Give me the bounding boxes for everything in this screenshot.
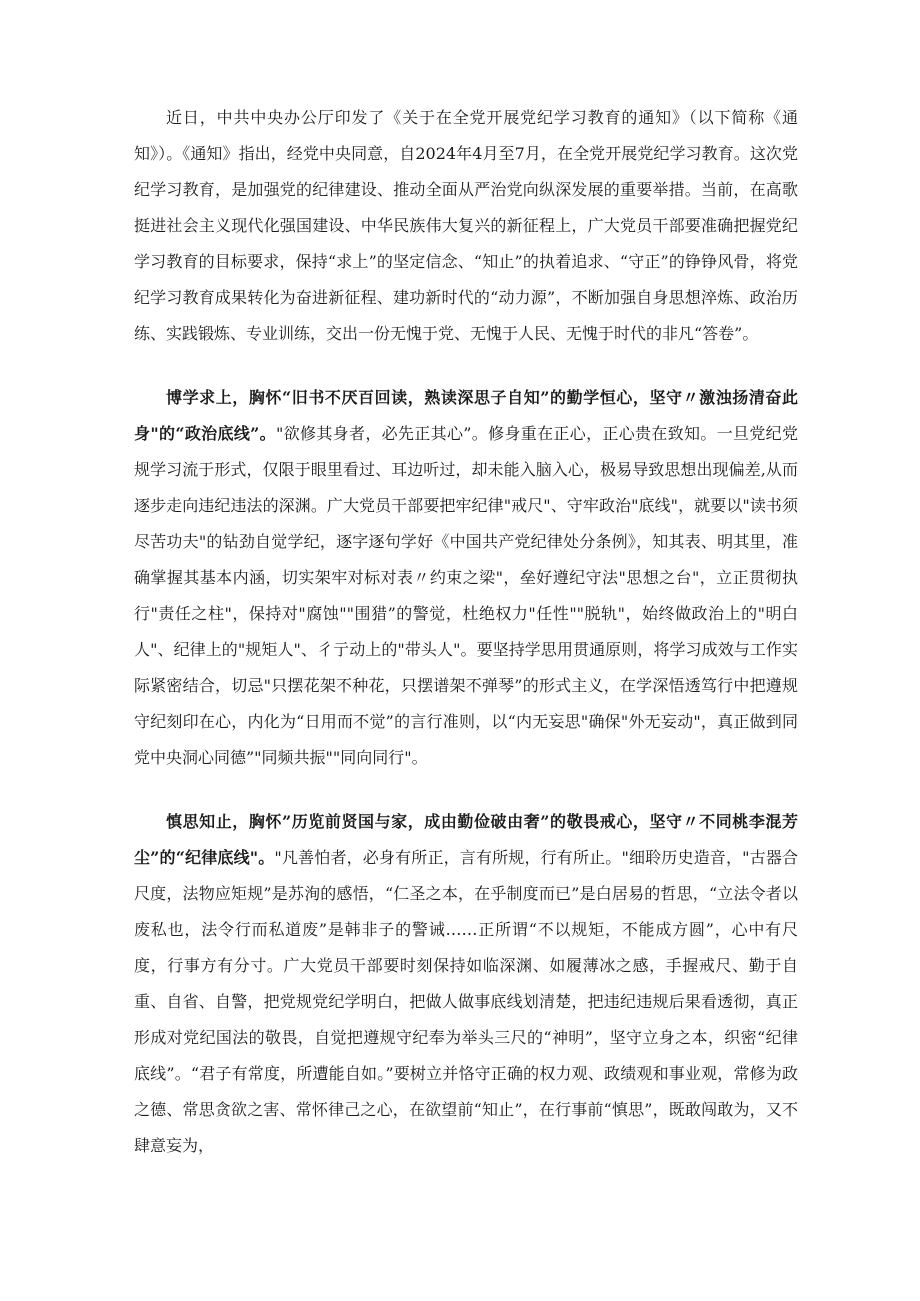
paragraph-boxue-qiushang: [134, 380, 798, 776]
paragraph-intro: [134, 100, 798, 352]
paragraph-text: "凡善怕者，必身有所正，言有所规，行有所止。"细聆历史造音，"古器合尺度，法物应矩规”是苏洵的感悟，“仁圣之本，在乎制度而已”是白居易的哲思，“立法令者以废私也，法令行而私道废”是韩非子的警诫……正所谓“不以规矩，不能成方圆”，心中有尺度，行事方有分寸。广大党员干部要时刻保持如临深渊、如履薄冰之感，手握戒尺、勤于自重、自省、自警，把党规党纪学明白，把做人做事底线划清楚，把违纪违规后果看透彻，真正形成对党纪国法的敬畏，自觉把遵规守纪奉为举头三尺的“神明”，坚守立身之本，织密“纪律底线”。“君子有常度，所遭能自如。”要树立并恪守正确的权力观、政绩观和事业观，常修为政之德、常思贪欲之害、常怀律己之心，在欲望前“知止”，在行事前“慎思”，既敢闯敢为，又不肆意妄为，: [134, 848, 798, 1155]
paragraph-text: "欲修其身者，必先正其心”。修身重在正心，正心贵在致知。一旦党纪党规学习流于形式，仅限于眼里看过、耳边听过，却未能入脑入心，极易导致思想出现偏差,从而逐步走向违纪违法的深渊。广大党员干部要把牢纪律"戒尺"、守牢政治"底线"，就要以"读书须尽苦功夫"的钻劲自觉学纪，逐字逐句学好《中国共产党纪律处分条例》，知其表、明其里，准确掌握其基本内涵，切实架牢对标对表〃约束之梁"，垒好遵纪守法"思想之台"，立正贯彻执行"责任之柱"，保持对"腐蚀""围猎”的警觉，杜绝权力"任性""脱轨"，始终做政治上的"明白人"、纪律上的"规矩人"、彳亍动上的"带头人"。要坚持学思用贯通原则，将学习成效与工作实际紧密结合，切忌"只摆花架不种花，只摆谱架不弹琴”的形式主义，在学深悟透笃行中把遵规守纪刻印在心，内化为“日用而不觉”的言行准则，以“内无妄思"确保"外无妄动"，真正做到同党中央洞心同德”"同频共振""同向同行"。: [134, 424, 798, 767]
paragraph-text: 近日，中共中央办公厅印发了《关于在全党开展党纪学习教育的通知》（以下简称《通知》）。《通知》指出，经党中央同意，自2024年4月至7月，在全党开展党纪学习教育。这次党纪学习教育，是加强党的纪律建设、推动全面从严治党向纵深发展的重要举措。当前，在高歌挺进社会主义现代化强国建设、中华民族伟大复兴的新征程上，广大党员干部要准确把握党纪学习教育的目标要求，保持“求上”的坚定信念、“知止”的执着追求、“守正”的铮铮风骨，将党纪学习教育成果转化为奋进新征程、建功新时代的“动力源”，不断加强自身思想淬炼、政治历练、实践锻炼、专业训练，交出一份无愧于党、无愧于人民、无愧于时代的非凡“答卷”。: [134, 108, 798, 343]
paragraph-lead: 慎思知止，胸怀”历览前贤国与家，成由勤俭破由奢”的敬畏戒心，坚守〃不同桃李混芳尘”的“纪律底线"。: [134, 812, 798, 867]
paragraph-lead: 博学求上，胸怀“旧书不厌百回读，熟读深思子自知”的勤学恒心，坚守〃激浊扬清奋此身"的“政治底线”。: [134, 388, 798, 443]
paragraph-shensi-zhizhi: [134, 804, 798, 1164]
